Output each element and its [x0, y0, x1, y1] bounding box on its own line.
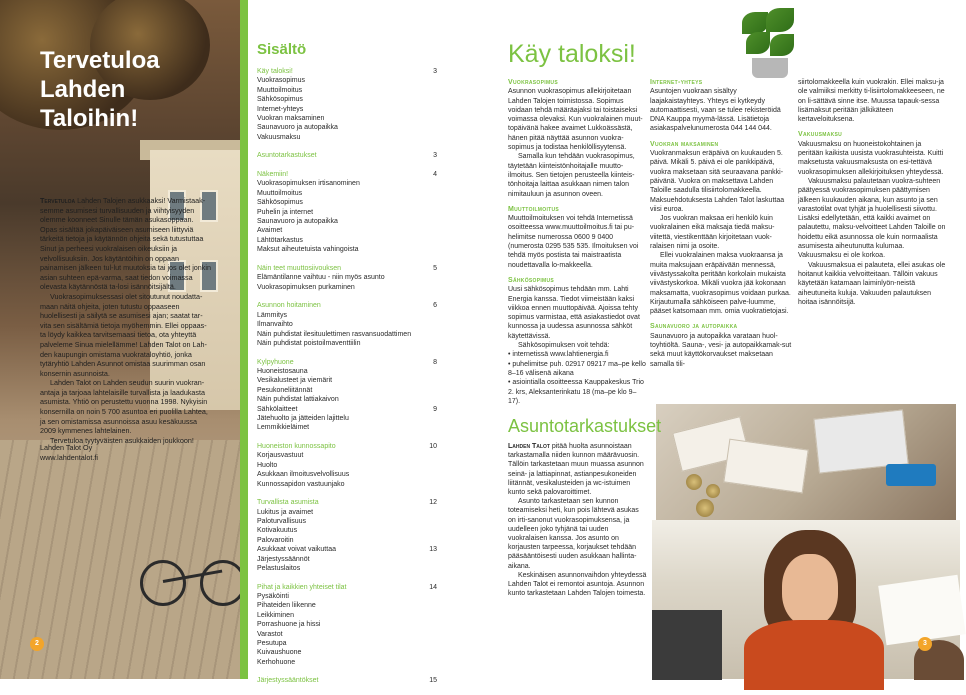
contents-item[interactable] [257, 423, 437, 432]
contents-item-label: Jätehuolto ja jätteiden lajittelu [257, 414, 349, 422]
contents-item[interactable] [257, 517, 437, 526]
contents-item-label: Kuivaushuone [257, 649, 302, 657]
contents-item-label: Järjestyssäännöt [257, 555, 310, 563]
intro-paragraph: Tervetuloa tyytyväisten asukkaiden joukkoon! [50, 435, 194, 445]
contents-item-page: 10 [429, 442, 437, 450]
contents-item[interactable] [257, 470, 437, 479]
intro-paragraph: Vuokrasopimuksessasi olet sitoutunut noudatta-maan näitä ohjeita, joten tutustu oppaaseen huolellisesti ja säilytä se asumisesi ajan; saatat tar-vita sen sisältämiä tietoja myöhemmin. Ellei oppaas-ta löydy kaikkea tarvitsemaasi tietoa, ota yhteyttä palveleme Sinua mielellämme! Lahden Talot on Lah-den kaupungin omistama vuokrataloyhtiö, jonka tytäryhtiö Lahden Asunnot omistaa suurimman osan konsernin asunnoista. [40, 291, 207, 378]
contents-item-label: Kerhohuone [257, 658, 296, 666]
contents-group [257, 67, 437, 142]
column-2 [650, 78, 792, 369]
contents-item-label: Näin puhdistat poistoilmaventtiilin [257, 339, 361, 347]
contents-item[interactable] [257, 273, 437, 282]
intro-paragraph: Lahden Talot on Lahden seudun suurin vuokran-antaja ja tarjoaa lahtelaisille turvallista ja laadukasta asumista. Yhtiö on perustettu vuonna 1998. Nykyisin konsernilla on noin 5 700 asuntoa eri puolilla Lahtea, ja sen omistamissa asunnoissa asuu kesäkuussa 2009 kymmenes lahtelainen. [40, 378, 208, 436]
contents-item-label: Asukkaat voivat vaikuttaa [257, 546, 336, 554]
contents-item-label: Järjestyssääntökset [257, 677, 319, 685]
contents-item-label: Näin puhdistat ilesituulettimen rasvansuodattimen [257, 330, 412, 338]
contents-item[interactable] [257, 95, 437, 104]
contents-item[interactable] [257, 245, 437, 254]
contents-item[interactable] [257, 526, 437, 535]
contents-item[interactable] [257, 555, 437, 564]
contents-item[interactable] [257, 414, 437, 423]
contents-group [257, 264, 437, 292]
welcome-title-line: Tervetuloa [40, 47, 160, 74]
contents-item-page: 12 [429, 499, 437, 507]
subsection-heading: Vuokran maksaminen [650, 140, 719, 148]
intro-text: Lahden Talojen asukkaaksi! Varmistaak-semme asumisesi turvallisuuden ja viihtyisyyden olemme koonneet Sinulle tämän asukasoppaan. Opas sisältää jokapäiväiseen asumiseen liittyviä tärkeitä tietoja ja käytännön ohjeita sekä tutustuttaa Sinut ja perheesi vuokralaisen oikeuksiin ja velvollisuuksiin. Jos käytäntöihin on oppaan painamisen jälkeen tul-lut muutoksia tai jos olet jonkin asian suhteen epä-varma, saat tiedon voimassa olevasta käytännöstä ta-losi isännöitsijältä. [40, 196, 211, 292]
contents-item-label: Vesikalusteet ja viemärit [257, 377, 333, 385]
inspections-title: Asuntotarkastukset [508, 416, 662, 436]
contents-group [257, 583, 437, 668]
contents-item-label: Leikkiminen [257, 611, 294, 619]
contents-item[interactable] [257, 198, 437, 207]
contents-item-label: Kylpyhuone [257, 358, 294, 366]
contents-item-label: Palovaroitin [257, 536, 294, 544]
inspections-text [508, 442, 648, 598]
contents-item-page: 6 [433, 302, 437, 310]
monitor [652, 610, 722, 680]
contents-item[interactable] [257, 451, 437, 460]
contents-item[interactable] [257, 133, 437, 142]
contents-item-label: Lähtötarkastus [257, 236, 303, 244]
contents-section-heading[interactable] [257, 170, 437, 179]
intro-lead: Tervetuloa [40, 196, 76, 205]
contents-item-label: Vuokrasopimuksen purkaminen [257, 283, 355, 291]
contents-item[interactable] [257, 480, 437, 489]
leaf [770, 34, 794, 56]
body-paragraph: Ellei vuokralainen maksa vuokraansa ja muita maksujaan eräpäivään mennessä, viivästyssakolta peritään korkolain mukaista viivästyskorkoa. Mikäli vuokra jää kokonaan maksamatta, vuokrasopimus voidaan purkaa. Kirjautumalla sähköiseen palve-luumme, pääset katsomaan mm. omia vuokratietojasi. [650, 252, 791, 316]
contents-item[interactable] [257, 376, 437, 385]
leaf [746, 32, 770, 54]
woman-face [782, 554, 838, 626]
contents-group [257, 151, 437, 160]
contents-item-label: Internet-yhteys [257, 105, 304, 113]
contents-item-label: Asuntotarkastukset [257, 152, 317, 160]
contents-item-page: 3 [433, 152, 437, 160]
contents-item-label: Käy taloksi! [257, 68, 293, 75]
flower-pot [752, 58, 788, 78]
contents-item-label: Pysäköinti [257, 593, 289, 600]
body-paragraph: Jos vuokran maksaa eri henkilö kuin vuokralainen eikä maksaja tiedä maksu-viitettä, viestikenttään kirjoitetaan vuok-ralaisen nimi ja osoite. [650, 215, 775, 251]
body-paragraph: Asunnon vuokrasopimus allekirjoitetaan Lahden Talojen toimistossa. Sopimus voidaan tehdä määräajaksi tai toistaiseksi voimassa olevaksi. Kun vuokralainen muut-topäivänä hakee avaimet Lukkoässästä, hänen pitää näyttää asunnon vuokra-sopimus ja todistaa henkilöllisyytensä. [508, 88, 643, 152]
body-paragraph: Vakuusmaksua ei palauteta, ellei asukas ole hoitanut kaikkia velvoitteitaan. Tällöin vakuus käytetään katamaan laiminlyön-neistä aiheutuneita kuluja. Vakuuden palautuksen hoitaa isännöitsijä. [798, 261, 946, 306]
contents-item[interactable] [257, 658, 437, 667]
contents-item-label: Pesukoneliitännät [257, 386, 313, 394]
leaf [742, 12, 768, 34]
coin [696, 499, 714, 517]
contents-item-label: Asukkaan ilmoitusvelvollisuus [257, 471, 350, 479]
subsection-heading: Saunavuoro ja autopaikka [650, 323, 738, 331]
contents-section-heading[interactable] [257, 498, 437, 507]
contents-item-label: Ilmanvaihto [257, 321, 293, 329]
contents-item[interactable] [257, 648, 437, 657]
contents-item-page: 3 [433, 68, 437, 75]
coin [686, 474, 702, 490]
column-3 [798, 78, 948, 307]
inspections-text-1: pitää huolta asunnoistaan tarkastamalla niiden kunnon määrävuosin. Tällöin tarkastetaan muun muassa asunnon seinä- ja lattiapinnat, astianpesukoneiden liitännät, vesikalusteiden ja wc-istuimen kunto sekä palovaroittimet. [508, 443, 644, 497]
contents-group [257, 676, 437, 685]
contents-group [257, 498, 437, 573]
contents-item-label: Pihateiden liikenne [257, 602, 316, 610]
contents-item-label: Sähkösopimus [257, 96, 303, 104]
contents-group [257, 301, 437, 348]
contents-title: Sisältö [257, 41, 307, 58]
contents-section-heading[interactable] [257, 67, 437, 76]
contents-item-page: 5 [433, 264, 437, 272]
contents-item-label: Lämmitys [257, 311, 287, 319]
contents-item[interactable] [257, 620, 437, 629]
contents-item-label: Kotivakuutus [257, 527, 298, 535]
coin [706, 484, 720, 498]
contents-page [240, 0, 480, 685]
body-paragraph: Vakuusmaksu palautetaan vuokra-suhteen päätyessä vuokrasopimuksen päättymisen jälkeen kuukauden aikana, kun asunto ja sen varastotilat ovat tyhjät ja huolellisesti siivottu. Lisäksi edellytetään, että kaikki avaimet on palautettu, maksu-velvoitteet Lahden Taloille on hoidettu eikä asunnossa ole kuin normaalista asumisesta aiheutunutta kulumaa. Vakuusmaksu ei ole korkoa. [798, 177, 946, 260]
woman-body [744, 620, 884, 690]
contents-item[interactable] [257, 630, 437, 639]
page-number: 2 [30, 637, 44, 651]
contents-item-label: Turvallista asumista [257, 499, 319, 507]
body-paragraph: Samalla kun tehdään vuokrasopimus, täytetään kiinteistönhoitajalle muutto-ilmoitus. Sen tietojen perusteella kiinteis-tönhoitaja laittaa asukkaan nimen talon nimitauluun ja asunnon oveen. [508, 153, 635, 198]
contents-item[interactable] [257, 386, 437, 395]
body-paragraph: • internetissä www.lahtienergia.fi [508, 351, 609, 359]
keys-and-money-photo [656, 404, 956, 524]
welcome-title-line: Taloihin! [40, 105, 139, 132]
contents-item-label: Muuttoilmoitus [257, 189, 303, 197]
body-paragraph: • asiointialla osoitteessa Kauppakeskus Trio 2. krs, Aleksanterinkatu 18 (ma–pe klo 9–17). [508, 379, 644, 405]
contents-item-label: Huoneiston kunnossapito [257, 442, 336, 450]
body-paragraph: Vakuusmaksu on huoneistokohtainen ja peritään kaikista uusista vuokrasuhteista. Kuitti maksetusta vakuusmaksusta on esi-tettävä vuokrasopimuksen allekirjoituksen yhteydessä. [798, 140, 944, 176]
inspections-paragraph [508, 442, 648, 497]
contents-item[interactable] [257, 208, 437, 217]
contents-item[interactable] [257, 86, 437, 95]
contents-item-label: Sähkösopimus [257, 199, 303, 207]
contents-item[interactable] [257, 601, 437, 610]
contents-item-label: Saunavuoro ja autopaikka [257, 218, 338, 226]
inspections-paragraph: Asunto tarkastetaan sen kunnon toteamiseksi heti, kun pois lähtevä asukas on irti-sanonut vuokrasopimuksensa, ja uudelleen joko tyhjänä tai uuden vuokralaisen kanssa. Jos asunto on korjausten tarpeessa, korjaukset tehdään pääsääntöisesti uuden asukkaan hallinta-aikana. [508, 498, 639, 570]
subsection-heading: Muuttoilmoitus [508, 205, 560, 213]
subsection-heading: Vuokrasopimus [508, 79, 558, 86]
contents-item-label: Muuttoilmoitus [257, 86, 303, 94]
contents-item[interactable] [257, 179, 437, 188]
leaf [766, 8, 794, 32]
contents-item[interactable] [257, 339, 437, 348]
contents-item-page: 14 [429, 583, 437, 591]
body-paragraph: • puhelimitse puh. 02917 09217 ma–pe kello 8–16 välisenä aikana [508, 360, 646, 377]
contents-item-label: Elämäntilanne vaihtuu - niin myös asunto [257, 274, 385, 282]
page-number: 3 [918, 637, 932, 651]
contents-section-heading[interactable] [257, 264, 437, 273]
body-paragraph: Asuntojen vuokraan sisältyy laajakaistayhteys. Yhteys ei kytkeydy automaattisesti, vaan se tulee rekisteröidä DNA Kauppa myymä-lässä. Lisätietoja asiakaspalvelunumerosta 044 144 044. [650, 88, 781, 133]
contents-item-label: Porrashuone ja hissi [257, 621, 321, 629]
contents-section-heading[interactable] [257, 151, 437, 160]
contents-item-label: Asunnon hoitaminen [257, 302, 321, 310]
contents-item-page: 13 [429, 546, 437, 554]
welcome-title [40, 46, 220, 133]
contents-item-label: Sähkölaitteet [257, 405, 298, 413]
contents-item[interactable] [257, 330, 437, 339]
body-paragraph: Sähkösopimuksen voit tehdä: [518, 342, 610, 350]
contents-item-label: Vuokrasopimuksen irtisanominen [257, 180, 360, 188]
contents-section-heading[interactable] [257, 442, 437, 451]
contents-item-label: Huolto [257, 461, 278, 469]
contents-item-label: Saunavuoro ja autopaikka [257, 124, 338, 132]
contents-item[interactable] [257, 217, 437, 226]
contents-item[interactable] [257, 564, 437, 573]
contents-item-label: Huoneistosauna [257, 367, 308, 375]
contents-item-label: Näin teet muuttosiivouksen [257, 264, 342, 272]
section-title: Käy taloksi! [508, 40, 636, 68]
contents-item[interactable] [257, 189, 437, 198]
contents-section-heading[interactable] [257, 301, 437, 310]
contents-item-page: 9 [433, 405, 437, 413]
contents-item-label: Vuokrasopimus [257, 77, 305, 85]
intro-paragraph [40, 196, 212, 292]
contents-item-page: 4 [433, 171, 437, 179]
body-paragraph: Saunavuoro ja autopaikka varataan huol-toyhtiöltä. Sauna-, vesi- ja autopaikkamak-sut sekä muut käyttökorvaukset maksetaan samalla tili- [650, 332, 792, 368]
contents-item-label: Lukitus ja avaimet [257, 508, 314, 516]
subsection-heading: Sähkösopimus [508, 276, 555, 284]
contents-item-label: Paloturvallisuus [257, 517, 307, 525]
green-band [240, 0, 248, 679]
contents-item[interactable] [257, 320, 437, 329]
contents-group [257, 442, 437, 489]
contents-item-label: Varastot [257, 630, 283, 638]
contents-item-label: Avaimet [257, 227, 283, 235]
signature [40, 443, 98, 462]
contents-item[interactable] [257, 395, 437, 404]
contents-item[interactable] [257, 592, 437, 601]
subsection-heading: Vakuusmaksu [798, 131, 843, 139]
key-tag [886, 464, 936, 486]
contents-item[interactable] [257, 283, 437, 292]
company-name: Lahden Talot Oy [40, 443, 93, 452]
contents-item[interactable] [257, 123, 437, 132]
contents-group [257, 358, 437, 433]
welcome-page [0, 0, 240, 679]
contents-item[interactable] [257, 76, 437, 85]
inspections-lead: Lahden Talot [508, 443, 550, 450]
document-paper [878, 575, 966, 646]
contents-item[interactable] [257, 236, 437, 245]
contents-item-label: Puhelin ja internet [257, 208, 314, 216]
contents-item[interactable] [257, 508, 437, 517]
contents-item-label: Vuokran maksaminen [257, 115, 325, 123]
contents-item-label: Korjausvastuut [257, 452, 304, 460]
contents-item[interactable] [257, 545, 437, 554]
body-paragraph: siirtolomakkeella kuin vuokrakin. Ellei maksu-ja ole valmiiksi merkitty ti-lisiirtolomakkeeseen, ne on li-sättävä sinne itse. Muussa tapauk-sessa lisämaksut peritään jälkikäteen kertaveloituksena. [798, 79, 945, 124]
contents-section-heading[interactable] [257, 676, 437, 685]
subsection-heading: Internet-yhteys [650, 79, 703, 86]
contents-item-label: Pihat ja kaikkien yhteiset tilat [257, 583, 347, 591]
welcome-title-line: Lahden [40, 76, 126, 103]
contents-item[interactable] [257, 226, 437, 235]
company-url[interactable]: www.lahdentalot.fi [40, 452, 98, 462]
contents-item[interactable] [257, 114, 437, 123]
contents-item[interactable] [257, 611, 437, 620]
contents-group [257, 170, 437, 255]
contents-item-label: Näin puhdistat lattiakaivon [257, 396, 339, 404]
contents-item-label: Pelastuslaitos [257, 565, 301, 572]
contents-item-page: 8 [433, 358, 437, 366]
contents-item-label: Maksut aiheutetuista vahingoista [257, 246, 359, 254]
bill [723, 439, 808, 494]
contents-section-heading[interactable] [257, 583, 437, 592]
plant-photo [740, 8, 800, 80]
contents-item[interactable] [257, 405, 437, 414]
contents-item[interactable] [257, 105, 437, 114]
body-paragraph: Muuttoilmoituksen voi tehdä Internetissä osoitteessa www.muuttoilmoitus.fi tai pu-helimitse numerossa 0600 9 0400 (numerosta 0295 535 535. Ilmoituksen voi tehdä myös postista tai maistraatista noudettavalla lo-makkeella. [508, 215, 639, 269]
inspections-paragraph: Keskinäisen asunnonvaihdon yhteydessä Lahden Talot ei remontoi asuntoja. Asunnon kunto tarkastetaan Lahden Talojen toimesta. [508, 571, 647, 598]
office-photo [652, 520, 960, 679]
contents-item[interactable] [257, 461, 437, 470]
contents-item[interactable] [257, 367, 437, 376]
contents-section-heading[interactable] [257, 358, 437, 367]
contents-item[interactable] [257, 536, 437, 545]
contents-item-page: 15 [429, 677, 437, 685]
welcome-intro [40, 196, 212, 445]
contents-item[interactable] [257, 639, 437, 648]
kay-taloksi-page [480, 0, 960, 679]
contents-item-label: Vakuusmaksu [257, 133, 301, 141]
contents-item-label: Lemmikkieläimet [257, 424, 310, 432]
contents-item-label: Kunnossapidon vastuunjako [257, 480, 345, 488]
body-paragraph: Vuokranmaksun eräpäivä on kuukauden 5. päivä. Mikäli 5. päivä ei ole pankkipäivä, vuokra maksetaan sitä seuraavana pankki-päivänä. Vuokra on maksettava Lahden Taloille saadulla tilisiirtolomakkeella. Maksuehdotuksesta Lahden Talot laskuttaa viisi euroa. [650, 150, 785, 213]
contents-item[interactable] [257, 311, 437, 320]
column-1 [508, 78, 646, 406]
contents-item-label: Näkemiin! [257, 171, 289, 179]
contents-item-label: Pesutupa [257, 640, 287, 648]
body-paragraph: Uusi sähkösopimus tehdään mm. Lahti Energia kanssa. Tiedot viimeistään kaksi viikkoa ennen muuttopäivää. Ajoissa tehty sopimus varmistaa, että asiakastiedot ovat kunnossa ja uudessa asunnossa sähköt käytettävissä. [508, 286, 640, 340]
contents-list [257, 67, 437, 695]
